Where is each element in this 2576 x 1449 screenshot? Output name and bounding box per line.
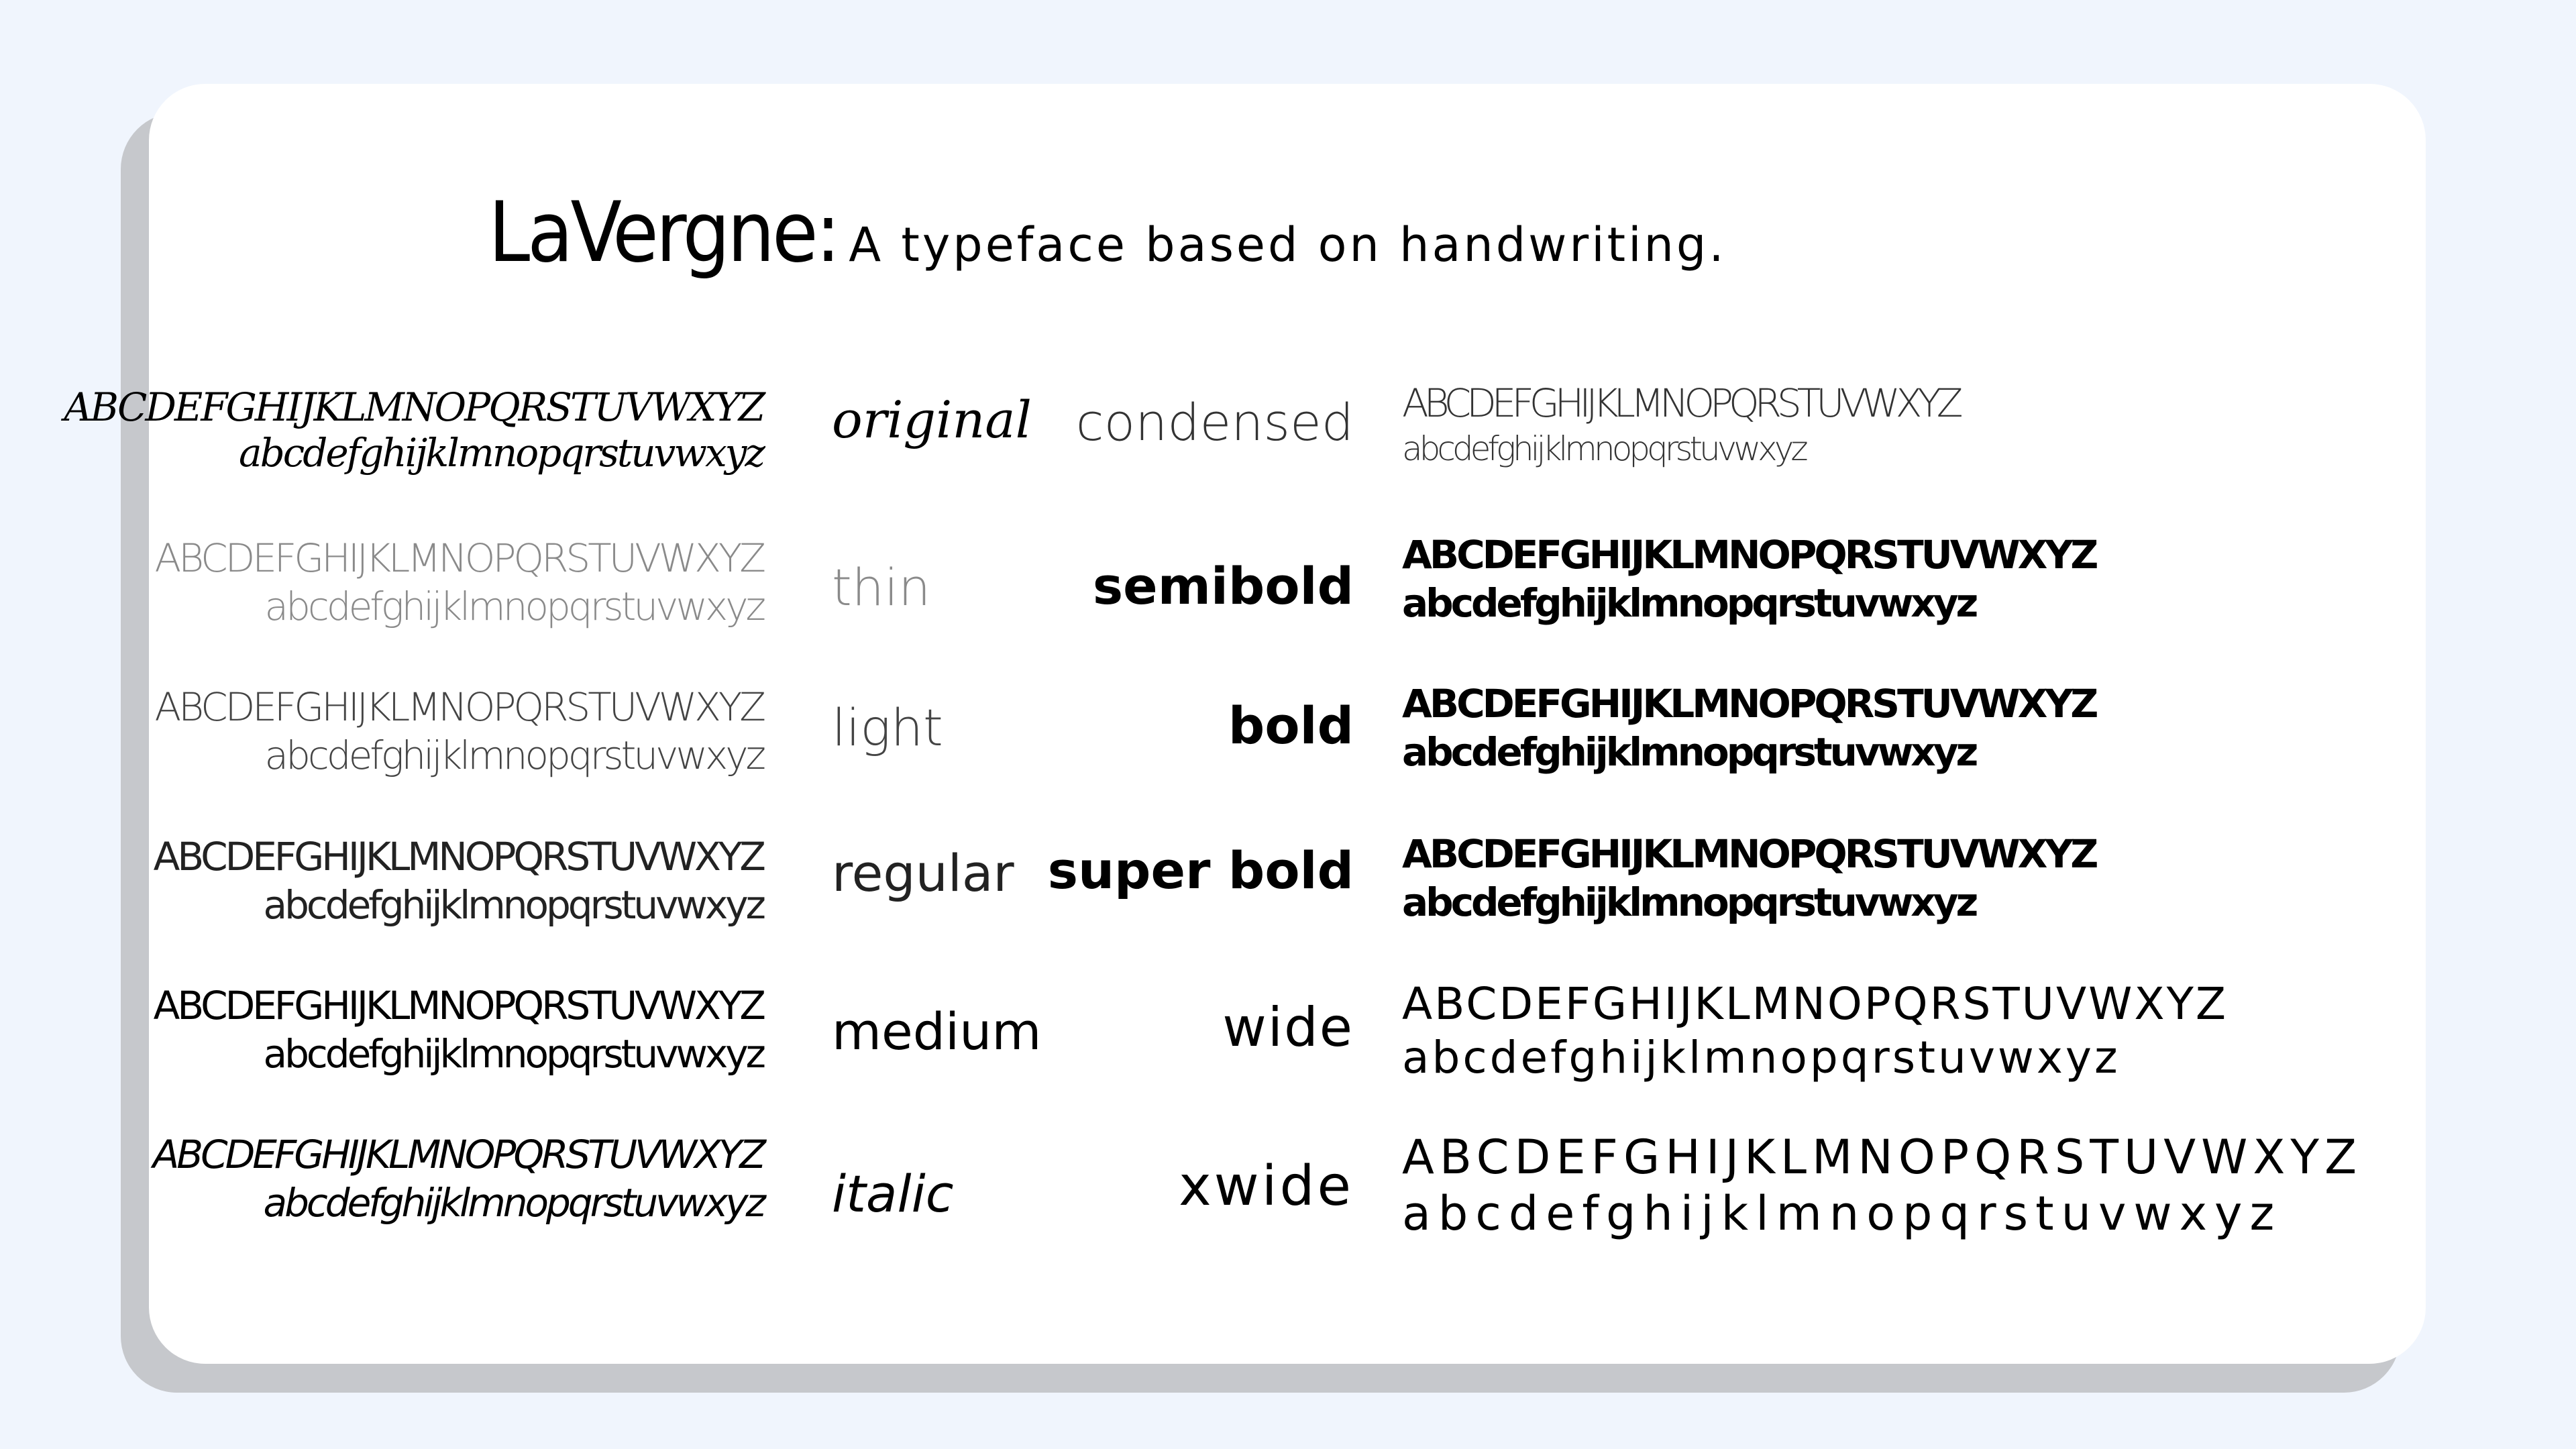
- page-title: [488, 184, 1727, 281]
- sample-lowercase: abcdefghijklmnopqrstuvwxyz: [264, 584, 763, 629]
- style-label-light: light: [832, 698, 943, 757]
- style-label-medium: medium: [832, 1002, 1042, 1061]
- sample-bold: [1402, 681, 2096, 775]
- style-label-wide: wide: [1222, 996, 1354, 1059]
- sample-uppercase: ABCDEFGHIJKLMNOPQRSTUVWXYZ: [1402, 1130, 2363, 1185]
- sample-wide: [1402, 978, 2229, 1083]
- sample-uppercase: ABCDEFGHIJKLMNOPQRSTUVWXYZ: [64, 384, 763, 430]
- style-label-original: original: [832, 390, 1032, 449]
- sample-semibold: [1402, 532, 2096, 626]
- sample-condensed: [1402, 380, 1959, 468]
- sample-lowercase: abcdefghijklmnopqrstuvwxyz: [1402, 729, 1976, 775]
- sample-thin: [154, 535, 763, 629]
- sample-xwide: [1402, 1130, 2363, 1241]
- sample-uppercase: ABCDEFGHIJKLMNOPQRSTUVWXYZ: [1402, 681, 2096, 727]
- sample-lowercase: abcdefghijklmnopqrstuvwxyz: [1402, 879, 1976, 925]
- sample-uppercase: ABCDEFGHIJKLMNOPQRSTUVWXYZ: [153, 834, 763, 879]
- sample-light: [154, 684, 763, 778]
- style-label-italic: italic: [832, 1164, 954, 1224]
- style-label-regular: regular: [832, 843, 1014, 903]
- typeface-tagline: A typeface based on handwriting.: [849, 217, 1727, 272]
- sample-lowercase: abcdefghijklmnopqrstuvwxyz: [1402, 1032, 2121, 1083]
- style-label-thin: thin: [832, 557, 931, 617]
- style-label-super-bold: super bold: [1047, 841, 1354, 900]
- style-label-xwide: xwide: [1179, 1155, 1354, 1218]
- sample-lowercase: abcdefghijklmnopqrstuvwxyz: [239, 430, 763, 476]
- sample-regular: [153, 834, 763, 928]
- sample-uppercase: ABCDEFGHIJKLMNOPQRSTUVWXYZ: [1402, 978, 2229, 1030]
- sample-uppercase: ABCDEFGHIJKLMNOPQRSTUVWXYZ: [152, 1132, 763, 1177]
- sample-uppercase: ABCDEFGHIJKLMNOPQRSTUVWXYZ: [154, 684, 763, 730]
- sample-lowercase: abcdefghijklmnopqrstuvwxyz: [1402, 580, 1976, 626]
- style-label-bold: bold: [1228, 696, 1354, 755]
- sample-uppercase: ABCDEFGHIJKLMNOPQRSTUVWXYZ: [1402, 532, 2096, 578]
- sample-lowercase: abcdefghijklmnopqrstuvwxyz: [263, 1031, 763, 1077]
- sample-lowercase: abcdefghijklmnopqrstuvwxyz: [263, 1180, 763, 1226]
- style-label-condensed: condensed: [1075, 392, 1354, 452]
- sample-lowercase: abcdefghijklmnopqrstuvwxyz: [264, 733, 763, 778]
- sample-medium: [153, 983, 763, 1077]
- sample-lowercase: abcdefghijklmnopqrstuvwxyz: [263, 882, 763, 928]
- sample-lowercase: abcdefghijklmnopqrstuvwxyz: [1402, 1186, 2282, 1241]
- sample-uppercase: ABCDEFGHIJKLMNOPQRSTUVWXYZ: [1402, 380, 1959, 426]
- sample-uppercase: ABCDEFGHIJKLMNOPQRSTUVWXYZ: [1402, 831, 2096, 877]
- sample-italic: [152, 1132, 763, 1226]
- style-label-semibold: semibold: [1092, 556, 1354, 616]
- sample-original: [64, 384, 763, 476]
- sample-uppercase: ABCDEFGHIJKLMNOPQRSTUVWXYZ: [153, 983, 763, 1028]
- sample-super-bold: [1402, 831, 2096, 925]
- sample-uppercase: ABCDEFGHIJKLMNOPQRSTUVWXYZ: [154, 535, 763, 581]
- typeface-name: LaVergne:: [488, 184, 839, 281]
- sample-lowercase: abcdefghijklmnopqrstuvwxyz: [1402, 429, 1805, 468]
